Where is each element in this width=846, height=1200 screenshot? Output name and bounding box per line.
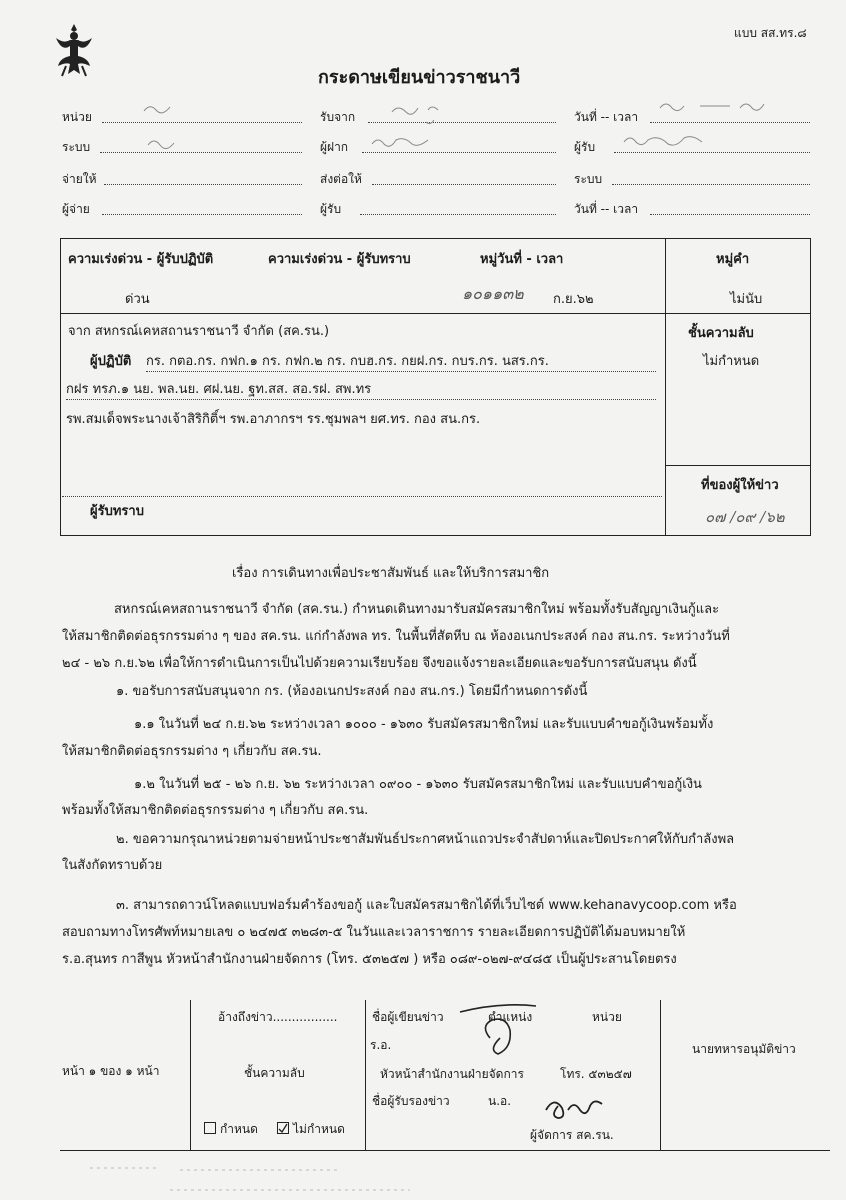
- footer-unit-label: หน่วย: [592, 1010, 622, 1024]
- reference-label: อ้างถึงข่าว.................: [218, 1010, 338, 1024]
- paragraph: ๑. ขอรับการสนับสนุนจาก กร. (ห้องอเนกประสงค์ กอง สน.กร.) โดยมีกำหนดการดังนี้: [116, 684, 588, 699]
- sender-label: ผู้ฝาก: [320, 140, 349, 154]
- checkbox-empty-icon[interactable]: [204, 1122, 216, 1134]
- paragraph: ๓. สามารถดาวน์โหลดแบบฟอร์มคำร้องขอกู้ และใบสมัครสมาชิกได้ที่เว็บไซต์ www.kehanavycoop.com หรือ: [116, 898, 737, 913]
- opt-not-specified-label: ไม่กำหนด: [293, 1122, 345, 1136]
- page-number: หน้า ๑ ของ ๑ หน้า: [62, 1064, 160, 1078]
- date-time2-label: วันที่ -- เวลา: [574, 202, 639, 216]
- writer-label: ชื่อผู้เขียนข่าว: [372, 1010, 444, 1024]
- date-time-field[interactable]: [650, 122, 810, 123]
- certifier-position: ผู้จัดการ สค.รน.: [530, 1128, 614, 1142]
- opt-not-specified[interactable]: [277, 1120, 345, 1139]
- approver-label: นายทหารอนุมัติข่าว: [692, 1042, 796, 1056]
- originator-ref-value: ๐๗ /๐๙ /๖๒: [705, 508, 785, 526]
- paragraph: สอบถามทางโทรศัพท์หมายเลข ๐ ๒๔๗๕ ๓๒๘๓-๕ ในวันและเวลาราชการ รายละเอียดการปฏิบัติได้มอบหมายให้: [62, 925, 686, 940]
- from-line: จาก สหกรณ์เคหสถานราชนาวี จำกัด (สค.รน.): [68, 324, 330, 339]
- from-label: รับจาก: [320, 110, 356, 124]
- form-code: แบบ สส.ทร.๘: [734, 26, 807, 40]
- paragraph: ๑.๒ ในวันที่ ๒๕ - ๒๖ ก.ย. ๖๒ ระหว่างเวลา ๐๙๐๐ - ๑๖๓๐ รับสมัครสมาชิกใหม่ และรับแบบคำขอกู้เงิน: [134, 777, 702, 792]
- opt-specified-label: กำหนด: [220, 1122, 258, 1136]
- originator-ref-label: ที่ของผู้ให้ข่าว: [701, 478, 779, 493]
- paragraph: พร้อมทั้งให้สมาชิกติดต่อธุรกรรมต่าง ๆ เกี่ยวกับ สค.รน.: [62, 803, 369, 818]
- date-time-label: วันที่ -- เวลา: [574, 110, 639, 124]
- priority-row-divider: [60, 313, 810, 314]
- action-line-1: กร. กตอ.กร. กฟก.๑ กร. กฟก.๒ กร. กบฮ.กร. กยฝ.กร. กบร.กร. นสร.กร.: [146, 350, 656, 372]
- handwriting-mark: [140, 100, 180, 114]
- dtg-label: หมู่วันที่ - เวลา: [480, 252, 564, 267]
- action-label: ผู้ปฏิบัติ: [90, 354, 132, 369]
- system2-label: ระบบ: [574, 172, 603, 186]
- handwriting-mark: [368, 134, 438, 150]
- info-priority-label: ความเร่งด่วน - ผู้รับทราบ: [268, 252, 411, 267]
- footer-divider-1: [190, 1000, 191, 1150]
- system2-field[interactable]: [612, 184, 810, 185]
- subject: เรื่อง การเดินทางเพื่อประชาสัมพันธ์ และให้บริการสมาชิก: [232, 566, 550, 581]
- paragraph: ให้สมาชิกติดต่อธุรกรรมต่าง ๆ ของ สค.รน. แก่กำลังพล ทร. ในพื้นที่สัตหีบ ณ ห้องอเนกประสงค์ กอง สน.กร. ระหว่างวันที่: [62, 629, 730, 644]
- receiver-field[interactable]: [614, 152, 810, 153]
- box-left-border: [60, 238, 61, 536]
- paragraph: ๑.๑ ในวันที่ ๒๔ ก.ย.๖๒ ระหว่างเวลา ๑๐๐๐ - ๑๖๓๐ รับสมัครสมาชิกใหม่ และรับแบบคำขอกู้เงินพร้อมทั้ง: [134, 717, 714, 732]
- garuda-emblem-icon: [52, 22, 96, 78]
- action-line-2: กฝร ทรภ.๑ นย. พล.นย. ศฝ.นย. ฐท.สส. สอ.รฝ. สพ.ทร: [66, 378, 656, 400]
- handwriting-mark: [388, 100, 448, 130]
- classification-label: ชั้นความลับ: [688, 326, 754, 341]
- position-label: ตำแหน่ง: [488, 1010, 533, 1024]
- writer-phone: โทร. ๕๓๒๕๗: [560, 1067, 632, 1081]
- action-priority-label: ความเร่งด่วน - ผู้รับปฏิบัติ: [68, 252, 214, 267]
- payer-label: ผู้จ่าย: [62, 202, 90, 216]
- pay-to-field[interactable]: [104, 184, 302, 185]
- box-inner-divider: [665, 238, 666, 536]
- pay-to-label: จ่ายให้: [62, 172, 97, 186]
- certifier-label: ชื่อผู้รับรองข่าว: [372, 1094, 450, 1108]
- receiver2-field[interactable]: [360, 214, 556, 215]
- system-label: ระบบ: [62, 140, 91, 154]
- action-line-3: รพ.สมเด็จพระนางเจ้าสิริกิติ์ฯ รพ.อาภากรฯ รร.ชุมพลฯ ยศ.ทร. กอง สน.กร.: [66, 412, 481, 427]
- handwriting-mark: [618, 132, 708, 150]
- certifier-rank: น.อ.: [488, 1094, 512, 1108]
- box-right-border: [810, 238, 811, 536]
- paragraph: ๒๔ - ๒๖ ก.ย.๖๒ เพื่อให้การดำเนินการเป็นไปด้วยความเรียบร้อย จึงขอแจ้งรายละเอียดและขอรับการสนับสนุน ดังนี้: [62, 656, 697, 671]
- classification-value: ไม่กำหนด: [703, 354, 760, 369]
- forward-to-label: ส่งต่อให้: [320, 172, 362, 186]
- info-label: ผู้รับทราบ: [90, 504, 144, 519]
- receiver-label: ผู้รับ: [574, 140, 596, 154]
- box-bottom-border: [60, 535, 811, 536]
- sender-field[interactable]: [362, 152, 556, 153]
- paragraph: ให้สมาชิกติดต่อธุรกรรมต่าง ๆ เกี่ยวกับ สค.รน.: [62, 744, 322, 759]
- form-title: กระดาษเขียนข่าวราชนาวี: [318, 67, 521, 88]
- footer-divider-3: [660, 1000, 661, 1150]
- footer-bottom-border: [60, 1150, 830, 1151]
- writer-position: หัวหน้าสำนักงานฝ่ายจัดการ: [380, 1067, 524, 1081]
- unit-field[interactable]: [102, 122, 302, 123]
- info-separator: [62, 496, 662, 497]
- writer-signature: [440, 998, 560, 1058]
- handwriting-mark: [640, 98, 790, 114]
- action-priority-value: ด่วน: [125, 292, 150, 307]
- handwriting-mark: [146, 134, 176, 148]
- paragraph: ในสังกัดทราบด้วย: [62, 858, 163, 873]
- paragraph: ร.อ.สุนทร กาสีพูน หัวหน้าสำนักงานฝ่ายจัดการ (โทร. ๕๓๒๕๗ ) หรือ ๐๘๙-๐๒๗-๙๔๘๕ เป็นผู้ประสานโดยตรง: [62, 952, 677, 967]
- paragraph: ๒. ขอความกรุณาหน่วยตามจ่ายหน้าประชาสัมพันธ์ประกาศหน้าแถวประจำสัปดาห์และปิดประกาศให้กับกำลังพล: [116, 832, 735, 847]
- keyword-label: หมู่คำ: [716, 252, 750, 267]
- certifier-signature: [540, 1088, 610, 1128]
- classification-divider: [665, 465, 811, 466]
- date-time2-field[interactable]: [650, 214, 810, 215]
- footer-divider-2: [365, 1000, 366, 1150]
- bottom-smudge: [80, 1160, 420, 1196]
- forward-to-field[interactable]: [372, 184, 556, 185]
- opt-specified[interactable]: [204, 1120, 258, 1139]
- checkbox-checked-icon[interactable]: [277, 1122, 289, 1134]
- receiver2-label: ผู้รับ: [320, 202, 342, 216]
- system-field[interactable]: [100, 152, 302, 153]
- box-top-border: [60, 238, 810, 239]
- paragraph: สหกรณ์เคหสถานราชนาวี จำกัด (สค.รน.) กำหนดเดินทางมารับสมัครสมาชิกใหม่ พร้อมทั้งรับสัญญาเงินกู้และ: [114, 602, 720, 617]
- dtg-value: ๑๐๑๑๓๒: [462, 284, 524, 303]
- footer-classification-label: ชั้นความลับ: [244, 1066, 305, 1080]
- keyword-value: ไม่นับ: [730, 292, 763, 307]
- dtg-month: ก.ย.๖๒: [553, 292, 594, 307]
- writer-rank: ร.อ.: [370, 1038, 392, 1052]
- unit-label: หน่วย: [62, 110, 92, 124]
- payer-field[interactable]: [102, 214, 302, 215]
